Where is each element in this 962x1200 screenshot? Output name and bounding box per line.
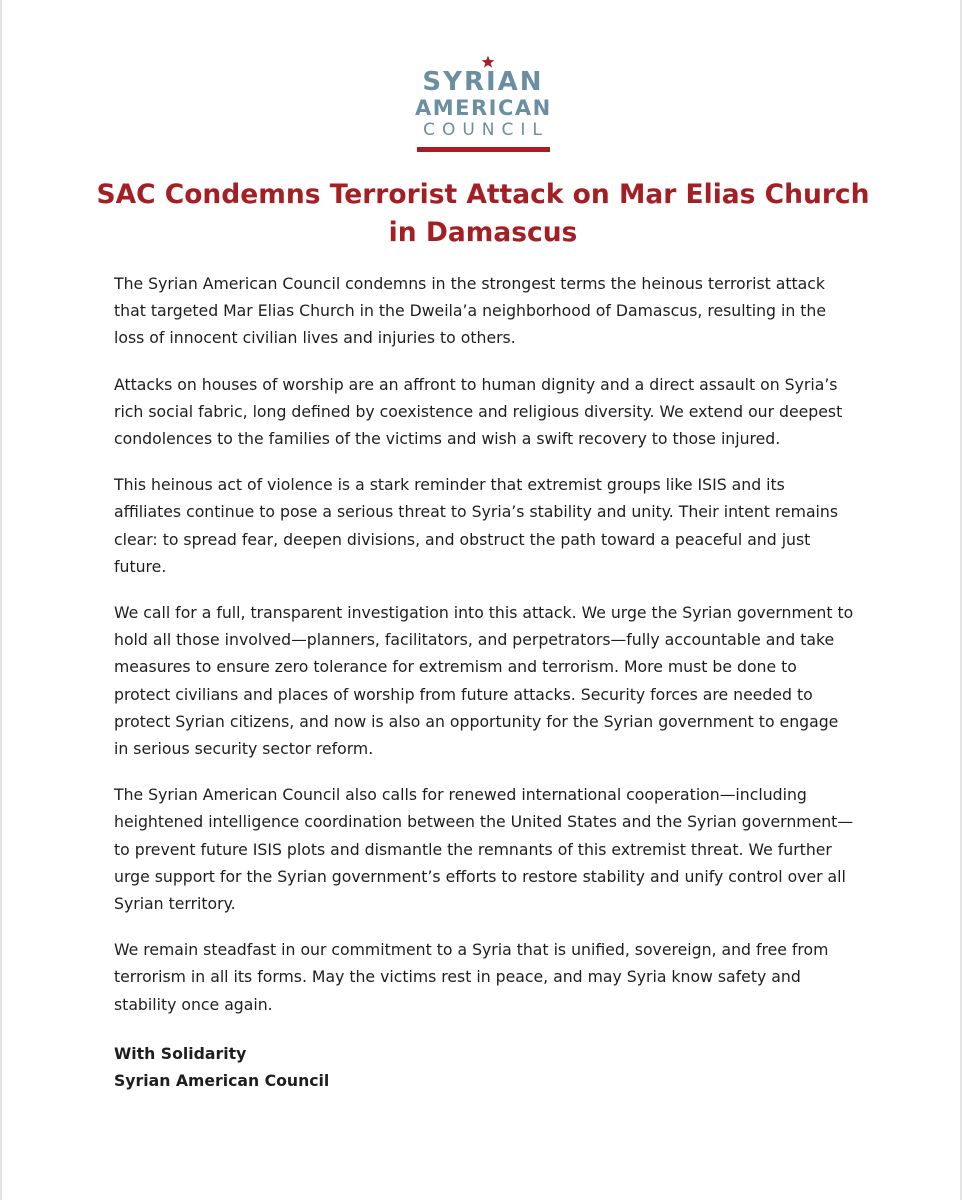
paragraph-4: We call for a full, transparent investigation into this attack. We urge the Syrian government to hold all those involved—planners, facilitators, and perpetrators—fully accountable and take measures to ensure zero tolerance for extremism and terrorism. More must be done to protect civilians and places of worship from future attacks. Security forces are needed to protect Syrian citizens, and now is also an opportunity for the Syrian government to engage in serious security sector reform. xyxy=(114,603,854,759)
logo-text-syrian: SYRIAN xyxy=(422,67,544,97)
paragraph-3: This heinous act of violence is a stark reminder that extremist groups like ISIS and its affiliates continue to pose a serious threat to Syria’s stability and unity. Their intent remains clear: to spread fear, deepen divisions, and obstruct the path toward a peaceful and just future. xyxy=(114,475,839,576)
logo-underline-bar xyxy=(417,147,550,152)
star-icon xyxy=(481,55,495,69)
paragraph-5: The Syrian American Council also calls for renewed international cooperation—including heightened intelligence coordination between the United States and the Syrian government—to prevent future ISIS plots and dismantle the remnants of this extremist threat. We further urge support for the Syrian government’s efforts to restore stability and unify control over all Syrian territory. xyxy=(114,785,854,914)
paragraph-6: We remain steadfast in our commitment to a Syria that is unified, sovereign, and free from terrorism in all its forms. May the victims rest in peace, and may Syria know safety and stability once again. xyxy=(114,940,829,1014)
statement-body xyxy=(114,270,856,1094)
paragraph-2: Attacks on houses of worship are an affront to human dignity and a direct assault on Syria’s rich social fabric, long defined by coexistence and religious diversity. We extend our deepest condolences to the families of the victims and wish a swift recovery to those injured. xyxy=(114,374,843,449)
logo-text-american: AMERICAN xyxy=(415,96,552,120)
signoff xyxy=(114,1040,856,1094)
logo-text-council: COUNCIL xyxy=(423,120,549,140)
logo xyxy=(2,56,962,152)
signoff-organization: Syrian American Council xyxy=(114,1071,330,1091)
signoff-closing: With Solidarity xyxy=(114,1043,247,1063)
page-title: SAC Condemns Terrorist Attack on Mar Elias Church in Damascus xyxy=(96,179,870,248)
paragraph-1: The Syrian American Council condemns in the strongest terms the heinous terrorist attack that targeted Mar Elias Church in the Dweila’a neighborhood of Damascus, resulting in the loss of innocent civilian lives and injuries to others. xyxy=(114,274,827,348)
logo-mark xyxy=(415,56,551,152)
